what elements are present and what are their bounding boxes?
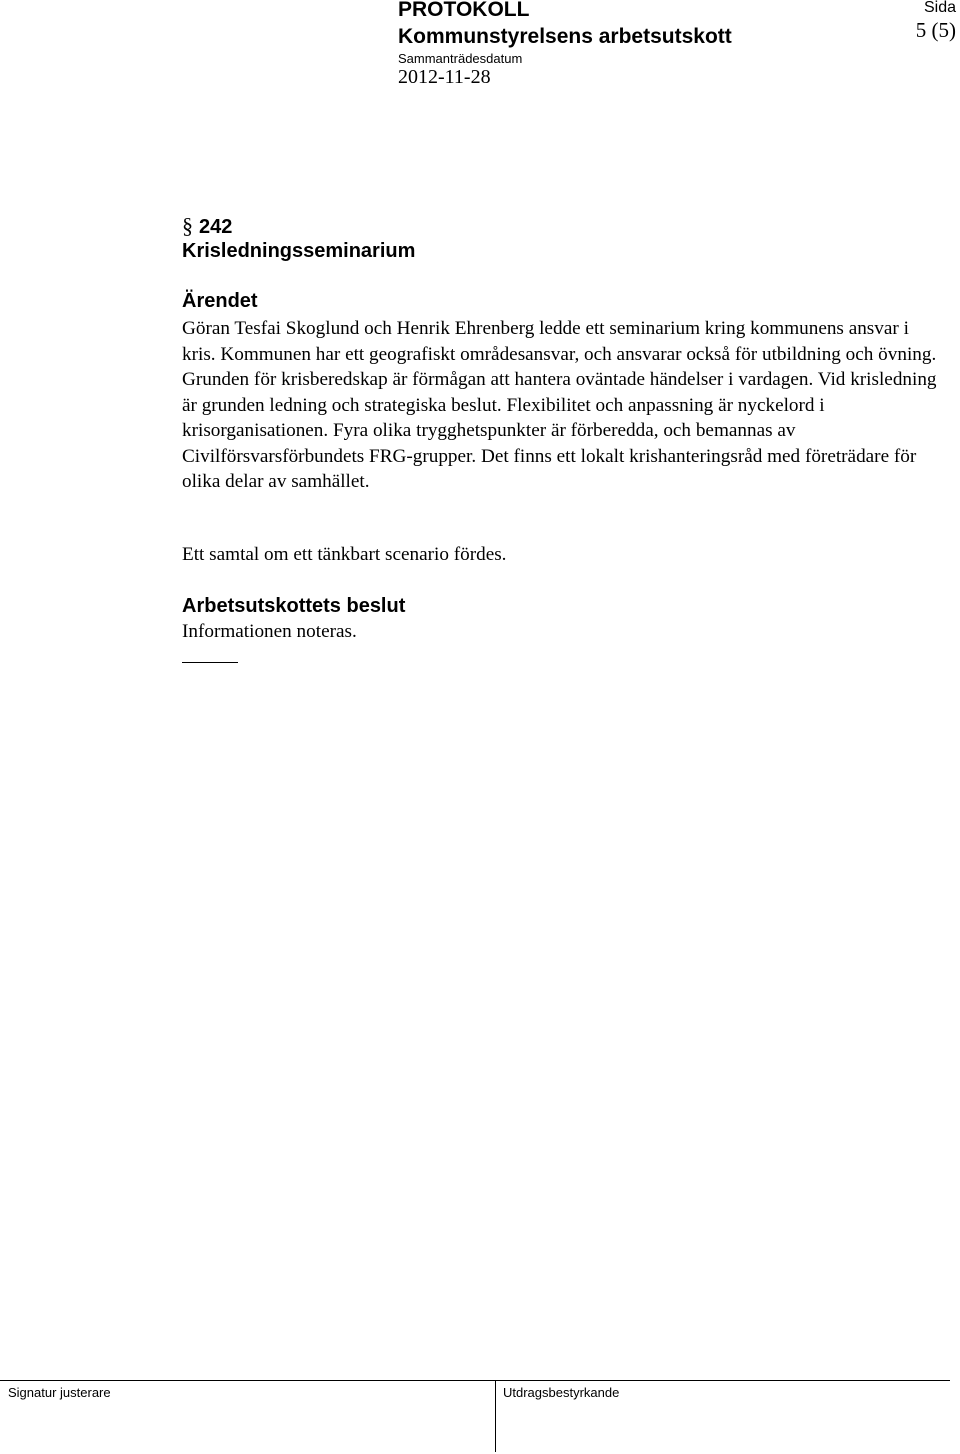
- document-type: PROTOKOLL: [398, 0, 530, 21]
- section-end-rule: [182, 662, 238, 663]
- samtal-paragraph: Ett samtal om ett tänkbart scenario fördes.: [182, 544, 507, 565]
- page-label: Sida: [923, 0, 956, 16]
- meeting-date: 2012-11-28: [398, 66, 491, 88]
- signature-label: Signatur justerare: [8, 1385, 111, 1400]
- beslut-heading: Arbetsutskottets beslut: [182, 595, 406, 617]
- arendet-text: Göran Tesfai Skoglund och Henrik Ehrenberg ledde ett seminarium kring kommunens ansvar i kris. Kommunen har ett geografiskt områdesansvar, och ansvarar också för utbildning och övning. Grunden för krisberedskap är förmågan att hantera oväntade händelser i vardagen. Vid krisledning är grunden ledning och strategiska beslut. Flexibilitet och anpassning är nyckelord i krisorganisationen. Fyra olika trygghetspunkter är förberedda, och bemannas av Civilförsvarsförbundets FRG-grupper. Det finns ett lokalt krishanteringsråd med företrädare för olika delar av samhället.: [182, 318, 937, 492]
- meeting-date-label: Sammanträdesdatum: [398, 51, 523, 66]
- section-number-value: 242: [199, 216, 233, 238]
- section-title: Krisledningsseminarium: [182, 240, 416, 262]
- committee-name: Kommunstyrelsens arbetsutskott: [398, 25, 732, 48]
- extract-certification-label: Utdragsbestyrkande: [503, 1385, 620, 1400]
- footer-rule: [0, 1380, 950, 1381]
- page-number: 5 (5): [915, 18, 956, 42]
- arendet-heading: Ärendet: [182, 290, 258, 312]
- beslut-text: Informationen noteras.: [182, 621, 357, 642]
- section-number: [182, 214, 232, 239]
- paragraph-sign: §: [182, 213, 193, 238]
- footer-divider: [495, 1380, 496, 1452]
